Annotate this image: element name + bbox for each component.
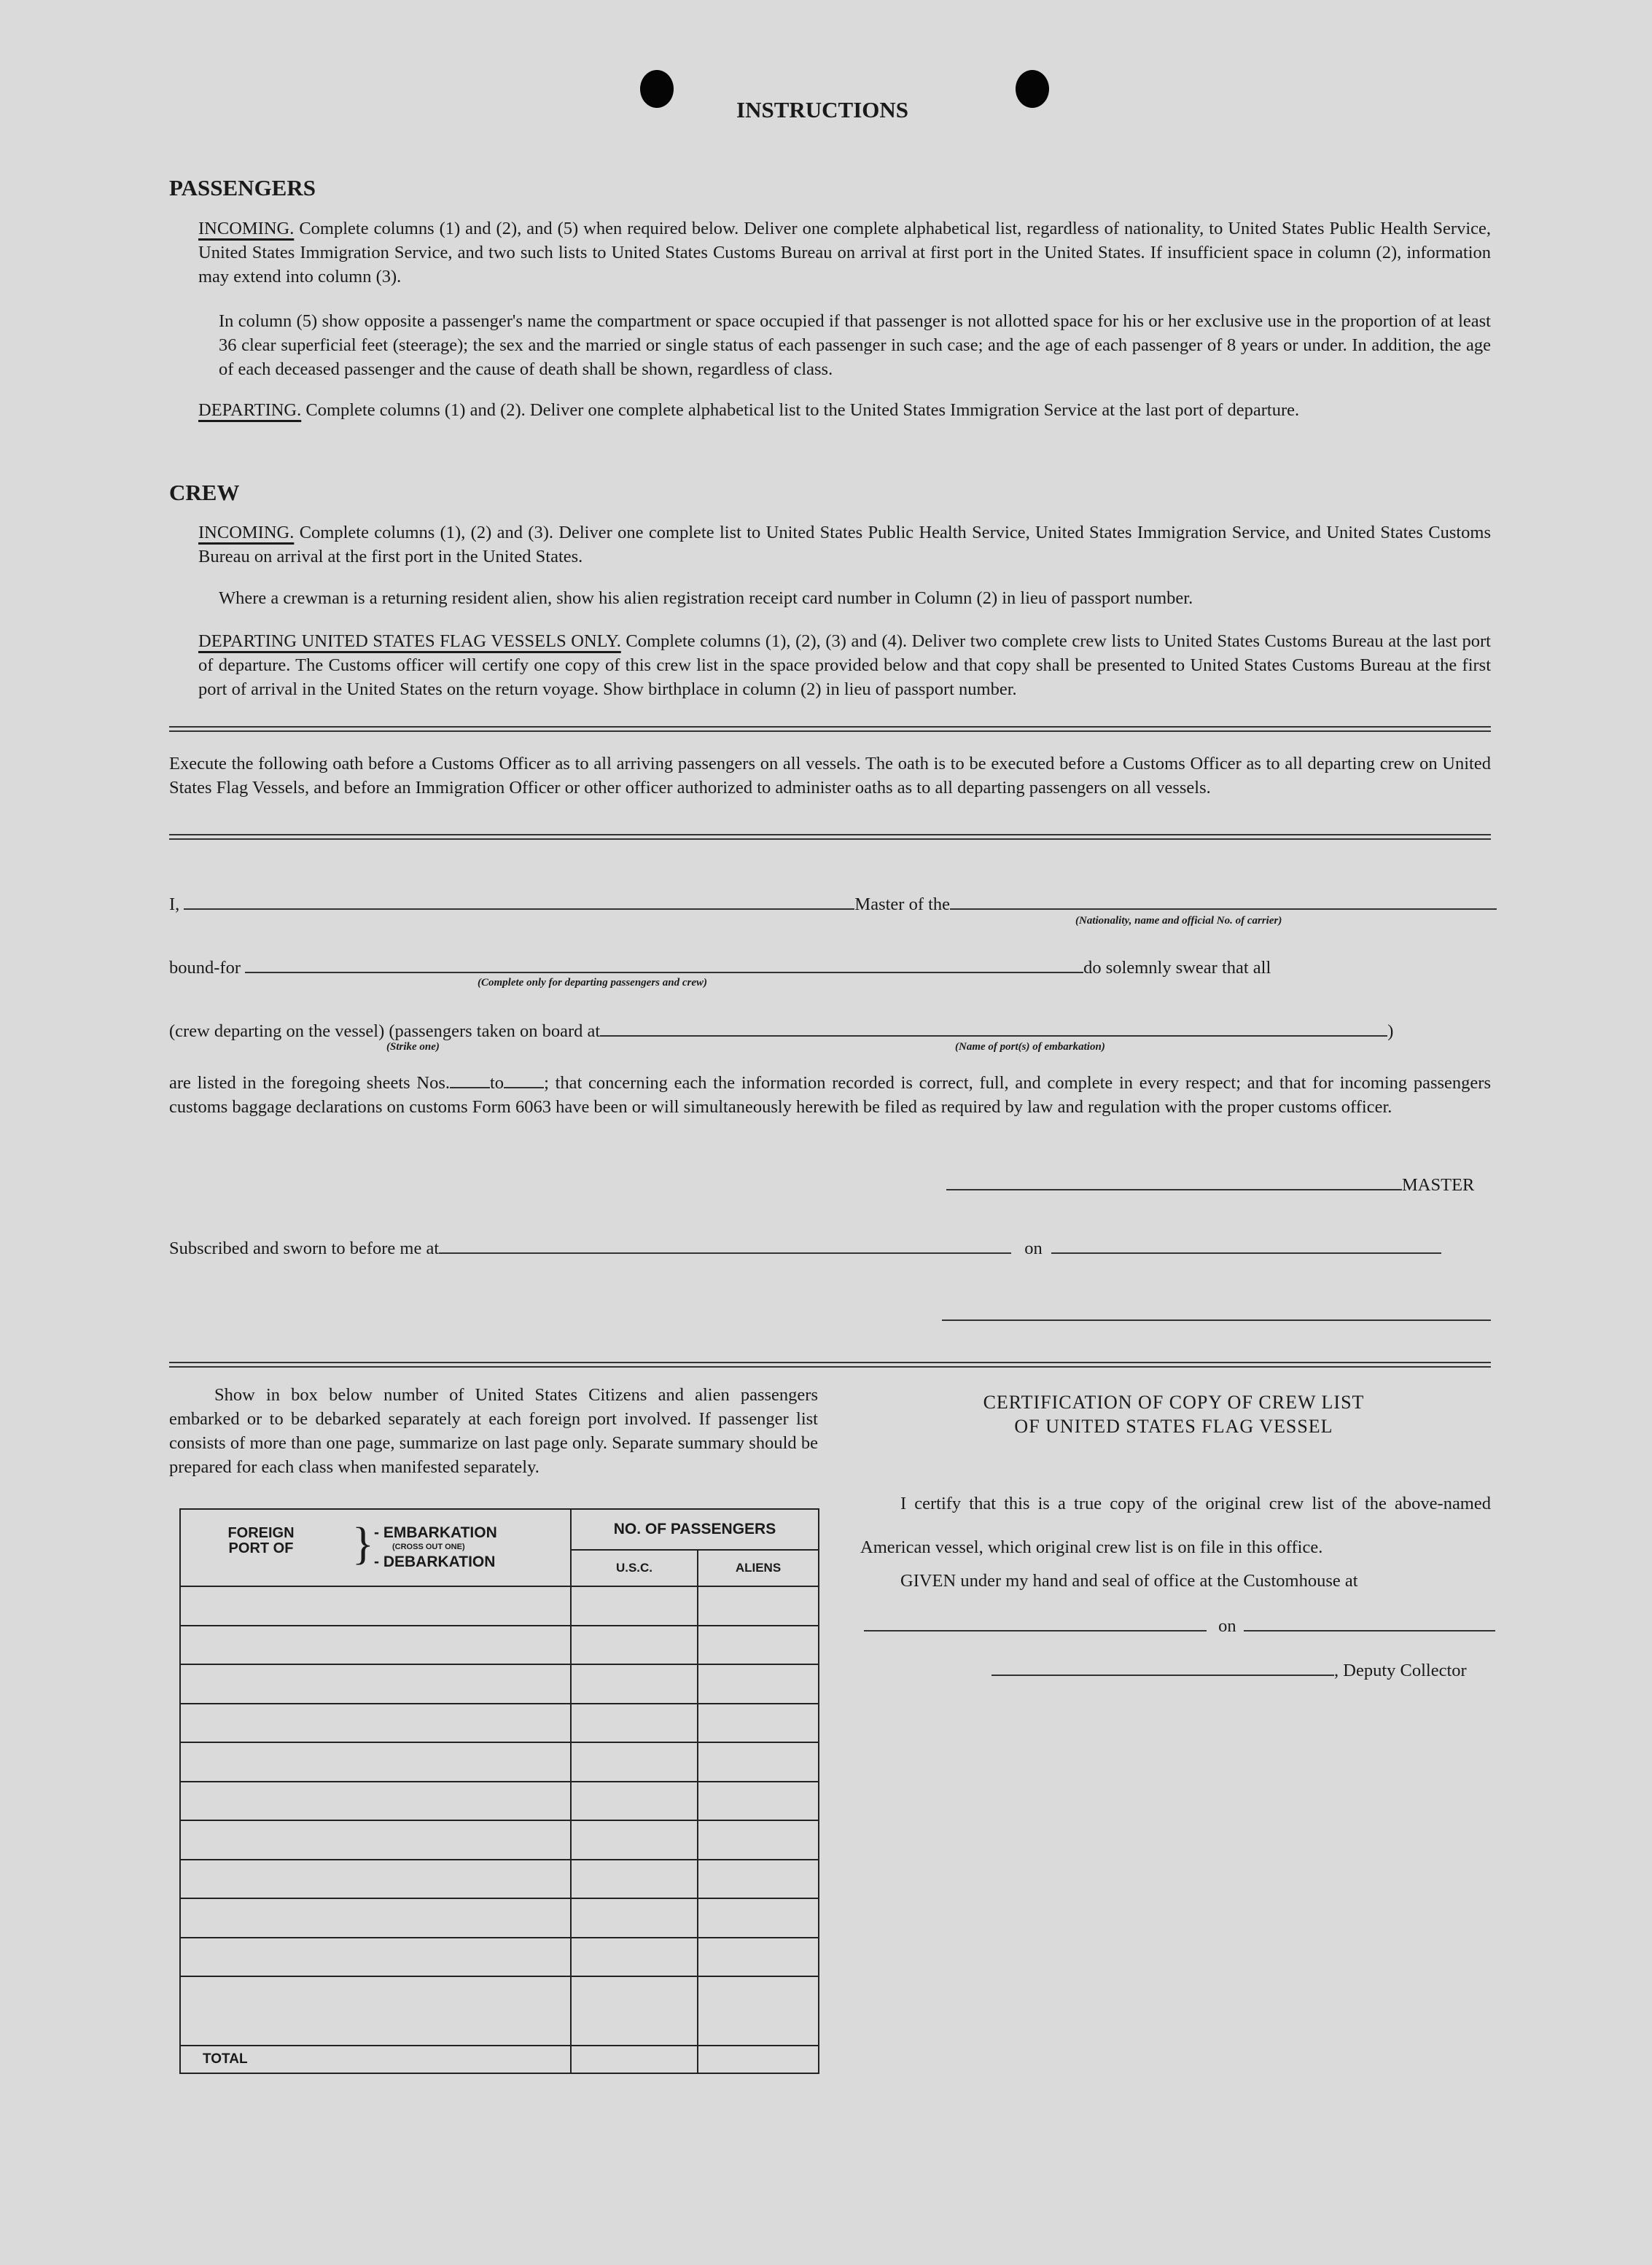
port-cell[interactable] [180,1704,571,1743]
embarkation-label: - EMBARKATION [374,1524,497,1541]
carrier-hint: (Nationality, name and official No. of carrier) [1075,915,1282,927]
crew-departing-label: DEPARTING UNITED STATES FLAG VESSELS ONLY. [198,631,621,651]
divider [169,726,1491,732]
usc-cell[interactable] [571,1742,698,1782]
usc-header: U.S.C. [571,1550,698,1586]
port-cell[interactable] [180,1976,571,2046]
aliens-cell[interactable] [698,1860,819,1899]
divider [169,1362,1491,1368]
port-cell[interactable] [180,1664,571,1704]
usc-cell[interactable] [571,1898,698,1938]
oath-intro: Execute the following oath before a Customs Officer as to all arriving passengers on all vessels. The oath is to be executed before a Customs Officer as to all departing crew on United States Flag Vessels, and before an Immigration Officer or other officer authorized to administer oaths as to all departing passengers on all vessels. [169,754,1491,798]
port-field[interactable] [600,1034,1387,1037]
passengers-heading: PASSENGERS [169,175,316,200]
listed-to: to [490,1073,504,1093]
departing-text: Complete columns (1) and (2). Deliver one complete alphabetical list to the United States Immigration Service at the last port of departure. [305,400,1300,420]
deputy-line [991,1658,1467,1683]
crew-departing-label: (crew departing on the vessel) (passengers taken on board at [169,1021,601,1041]
crew-incoming [198,521,1491,569]
crew-resident-text: Where a crewman is a returning resident alien, show his alien registration receipt card number in Column (2) in lieu of passport number. [219,588,1193,608]
cert-date-field[interactable] [1244,1629,1495,1631]
passengers-departing [198,398,1491,422]
brace-icon: } [352,1519,374,1569]
certification-heading [853,1390,1495,1438]
port-hint: (Name of port(s) of embarkation) [955,1041,1105,1053]
subscribed-date-field[interactable] [1051,1252,1441,1254]
bound-for-field[interactable] [245,971,1083,973]
usc-cell[interactable] [571,1782,698,1821]
aliens-cell[interactable] [698,1820,819,1860]
usc-cell[interactable] [571,1860,698,1899]
passenger-summary-table [179,1508,819,2074]
oath-listed-text [169,1071,1491,1119]
crew-departing-text: Complete columns (1), (2), (3) and (4). Deliver two complete crew lists to United States Customs Bureau at the last port of departure. The Customs officer will certify one copy of this crew list in the space provided below and that copy shall be presented to United States Customs Bureau at the first port of arrival in the United States on the return voyage. Show birthplace in column (2) in lieu of passport number. [198,631,1491,699]
sheet-to-field[interactable] [504,1086,544,1088]
page-title: INSTRUCTIONS [736,97,909,122]
customhouse-field[interactable] [864,1629,1207,1631]
column5-text: In column (5) show opposite a passenger's name the compartment or space occupied if that passenger is not allotted space for his or her exclusive use in the proportion of at least 36 clear superficial feet (steerage); the sex and the married or single status of each passenger in such case; and the age of each passenger of 8 years or under. In addition, the age of each deceased passenger and the cause of death shall be shown, regardless of class. [219,311,1491,379]
cross-out-label: (CROSS OUT ONE) [392,1543,465,1551]
subscribed-label: Subscribed and sworn to before me at [169,1239,440,1258]
cert-on-label: on [1218,1616,1236,1636]
close-paren: ) [1387,1021,1394,1041]
deputy-signature-field[interactable] [991,1674,1334,1676]
total-usc-cell[interactable] [571,2046,698,2073]
usc-cell[interactable] [571,1820,698,1860]
subscribed-place-field[interactable] [439,1252,1011,1254]
foreign-port-of: FOREIGN PORT OF [227,1525,295,1556]
aliens-cell[interactable] [698,1704,819,1743]
master-of-label: Master of the [854,894,951,914]
usc-cell[interactable] [571,1976,698,2046]
sheet-from-field[interactable] [450,1086,490,1088]
departing-label: DEPARTING. [198,400,302,420]
no-passengers-header: NO. OF PASSENGERS [571,1509,819,1550]
punch-hole [640,70,674,108]
carrier-field[interactable] [950,908,1497,910]
aliens-cell[interactable] [698,1976,819,2046]
listed-text-1: are listed in the foregoing sheets Nos. [169,1073,450,1093]
port-cell[interactable] [180,1820,571,1860]
bound-hint: (Complete only for departing passengers and crew) [478,977,707,989]
oath-master-line [169,892,1491,916]
port-cell[interactable] [180,1860,571,1899]
subscribed-line [169,1236,1441,1260]
master-name-field[interactable] [184,908,854,910]
aliens-cell[interactable] [698,1664,819,1704]
aliens-cell[interactable] [698,1782,819,1821]
swear-label: do solemnly swear that all [1083,958,1271,978]
listed-text-2: ; that concerning each the information recorded is correct, full, and complete in every respect; and that for incoming passengers customs baggage declarations on customs Form 6063 have been or will simultaneously herewith be filed as required by law and regulation with the proper customs officer. [169,1073,1491,1117]
usc-cell[interactable] [571,1938,698,1977]
master-label: MASTER [1402,1175,1475,1195]
oath-port-line [169,1019,1393,1043]
on-label: on [1024,1239,1043,1258]
aliens-cell[interactable] [698,1898,819,1938]
master-signature-line [946,1173,1474,1197]
usc-cell[interactable] [571,1626,698,1665]
summary-text: Show in box below number of United States Citizens and alien passengers embarked or to be debarked separately at each foreign port involved. If passenger list consists of more than one page, summarize on last page only. Separate summary should be prepared for each class when manifested separately. [169,1385,818,1477]
aliens-cell[interactable] [698,1626,819,1665]
deputy-label: , Deputy Collector [1334,1661,1467,1680]
crew-departing [198,629,1491,701]
aliens-cell[interactable] [698,1742,819,1782]
master-signature-field[interactable] [946,1188,1402,1190]
certification-text: I certify that this is a true copy of the original crew list of the above-named American vessel, which original crew list is on file in this office. [860,1494,1491,1557]
port-cell[interactable] [180,1586,571,1626]
debarkation-label: - DEBARKATION [374,1553,496,1570]
oath-i: I, [169,894,180,914]
strike-one-hint: (Strike one) [386,1041,440,1053]
port-header [180,1509,571,1586]
total-label: TOTAL [180,2046,571,2073]
certification-heading-1: CERTIFICATION OF COPY OF CREW LIST [983,1392,1365,1413]
port-cell[interactable] [180,1626,571,1665]
usc-cell[interactable] [571,1586,698,1626]
usc-cell[interactable] [571,1704,698,1743]
incoming-label: INCOMING. [198,219,295,238]
port-cell[interactable] [180,1742,571,1782]
aliens-header: ALIENS [698,1550,819,1586]
bound-for-label: bound-for [169,958,241,978]
aliens-cell[interactable] [698,1586,819,1626]
port-cell[interactable] [180,1782,571,1821]
crew-incoming-label: INCOMING. [198,523,295,542]
usc-cell[interactable] [571,1664,698,1704]
officer-signature-field[interactable] [942,1319,1491,1321]
divider [169,834,1491,840]
punch-hole [1016,70,1049,108]
crew-incoming-text: Complete columns (1), (2) and (3). Deliver one complete list to United States Public Health Service, United States Immigration Service, and United States Customs Bureau on arrival at the first port in the United States. [198,523,1491,566]
port-cell[interactable] [180,1938,571,1977]
crew-heading: CREW [169,480,240,505]
total-aliens-cell[interactable] [698,2046,819,2073]
certification-heading-2: OF UNITED STATES FLAG VESSEL [1014,1416,1333,1437]
certification-place-line [864,1614,1495,1638]
passengers-incoming [198,217,1491,289]
given-text: GIVEN under my hand and seal of office at the Customhouse at [900,1571,1358,1591]
oath-bound-line [169,956,1271,980]
incoming-text: Complete columns (1) and (2), and (5) when required below. Deliver one complete alphabetical list, regardless of nationality, to United States Public Health Service, United States Immigration Service, and two such lists to United States Customs Bureau on arrival at first port in the United States. If insufficient space in column (2), information may extend into column (3). [198,219,1492,286]
aliens-cell[interactable] [698,1938,819,1977]
port-cell[interactable] [180,1898,571,1938]
